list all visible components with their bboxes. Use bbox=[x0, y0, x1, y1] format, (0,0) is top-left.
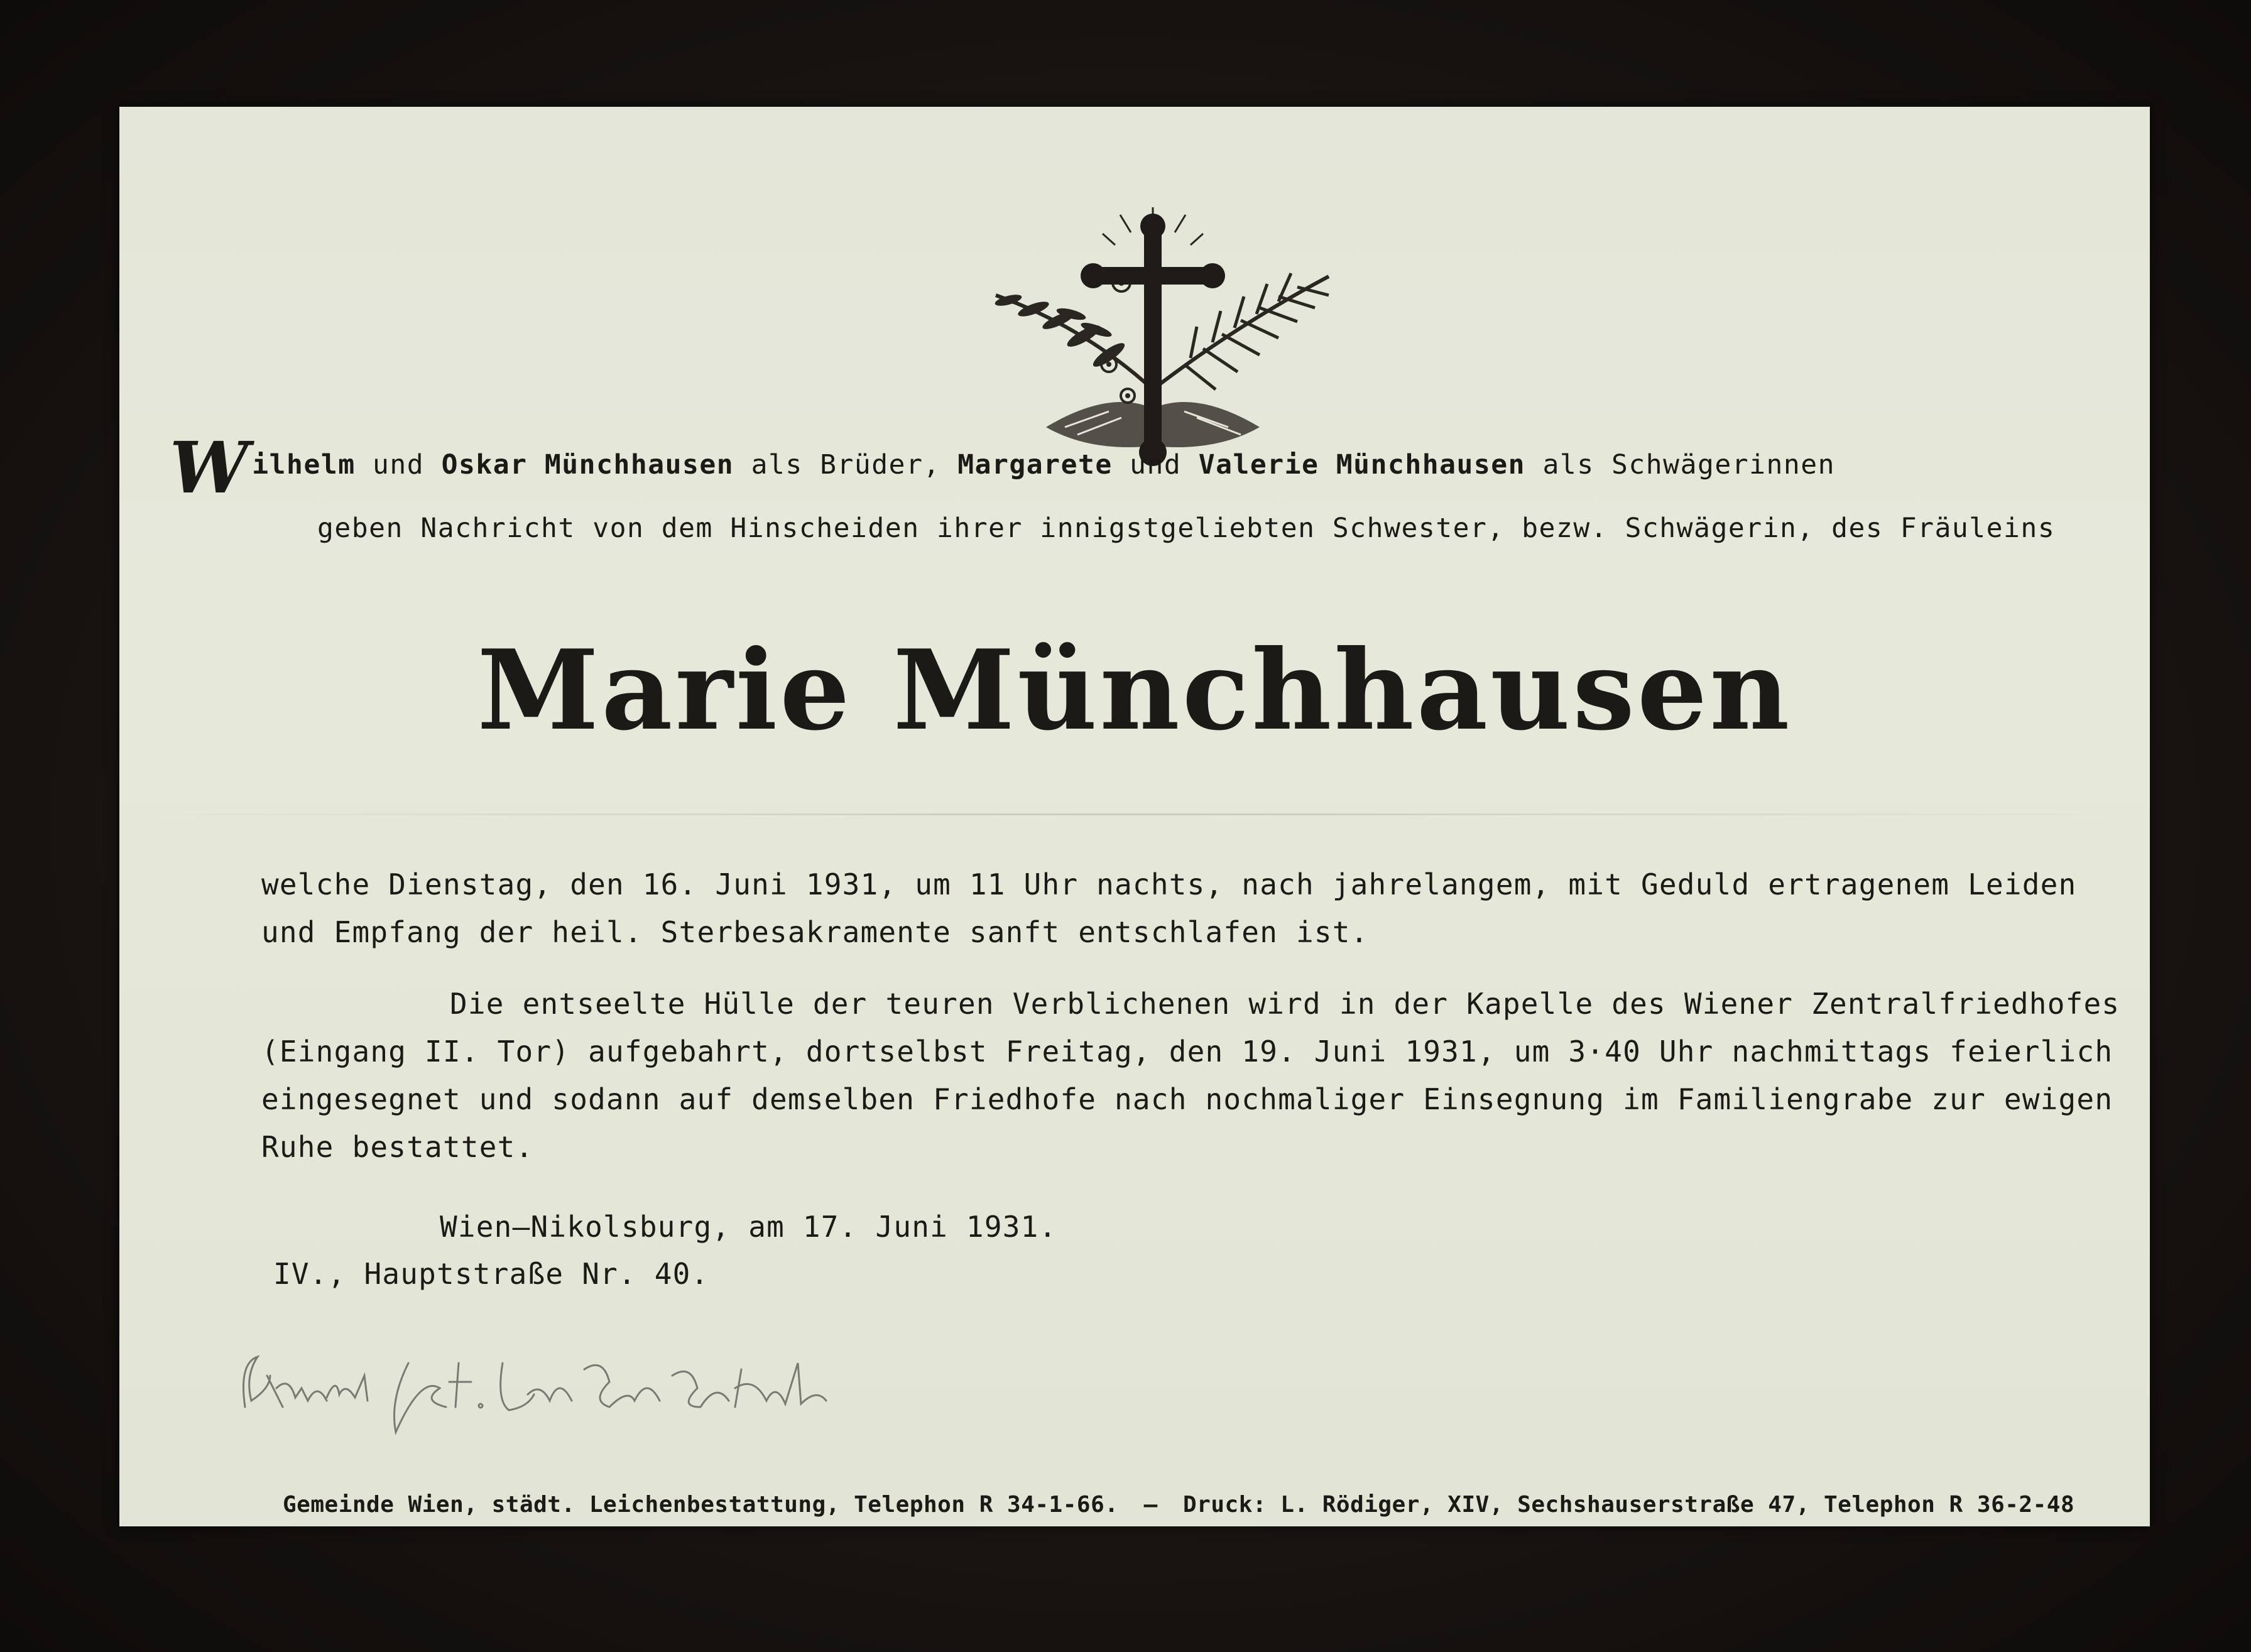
printer-footer bbox=[283, 1492, 2136, 1518]
paragraph-line: und Empfang der heil. Sterbesakramente sanft entschlafen ist. bbox=[261, 915, 1369, 949]
intro-name-valerie: Valerie Münchhausen bbox=[1198, 449, 1526, 481]
address: IV., Hauptstraße Nr. 40. bbox=[273, 1257, 709, 1291]
intro-name-oskar: Oskar Münchhausen bbox=[441, 449, 734, 481]
paragraph-line: (Eingang II. Tor) aufgebahrt, dortselbst Freitag, den 19. Juni 1931, um 3·40 Uhr nachmittags feierlich bbox=[261, 1035, 2113, 1068]
intro-line-1 bbox=[170, 427, 2117, 509]
intro-name-margarete: Margarete bbox=[957, 449, 1113, 481]
intro-text: als Brüder, bbox=[734, 449, 958, 481]
paragraph-line: Die entseelte Hülle der teuren Verblichenen wird in der Kapelle des Wiener Zentralfriedhofes bbox=[450, 987, 2120, 1021]
paragraph-death-details bbox=[261, 861, 2146, 956]
intro-line-2: geben Nachricht von dem Hinscheiden ihrer innigstgeliebten Schwester, bezw. Schwägerin, des Fräuleins bbox=[317, 513, 2056, 544]
paper-fold-crease bbox=[119, 813, 2150, 815]
footer-separator: — bbox=[1143, 1492, 1158, 1518]
intro-text: und bbox=[1112, 449, 1199, 481]
intro-text: als Schwägerinnen bbox=[1525, 449, 1836, 481]
intro-paragraph bbox=[170, 427, 2117, 553]
paragraph-line: Ruhe bestattet. bbox=[261, 1130, 534, 1164]
intro-name-wilhelm: ilhelm bbox=[252, 449, 356, 481]
paragraph-funeral-details bbox=[261, 980, 2146, 1171]
intro-text: und bbox=[355, 449, 442, 481]
ornamental-initial: W bbox=[170, 427, 250, 509]
mourning-notice-sheet bbox=[119, 107, 2150, 1526]
paragraph-line: welche Dienstag, den 16. Juni 1931, um 11 Uhr nachts, nach jahrelangem, mit Geduld ertragenem Leiden bbox=[261, 867, 2077, 901]
place-and-date: Wien—Nikolsburg, am 17. Juni 1931. bbox=[440, 1210, 1057, 1244]
paragraph-line: eingesegnet und sodann auf demselben Friedhofe nach nochmaliger Einsegnung im Familiengrabe zur ewigen bbox=[261, 1082, 2113, 1116]
handwritten-pencil-note bbox=[232, 1338, 924, 1445]
deceased-name: Marie Münchhausen bbox=[477, 626, 1792, 755]
footer-right: Druck: L. Rödiger, XIV, Sechshauserstraße 47, Telephon R 36-2-48 bbox=[1183, 1492, 2075, 1518]
footer-left: Gemeinde Wien, städt. Leichenbestattung, Telephon R 34-1-66. bbox=[283, 1492, 1119, 1518]
